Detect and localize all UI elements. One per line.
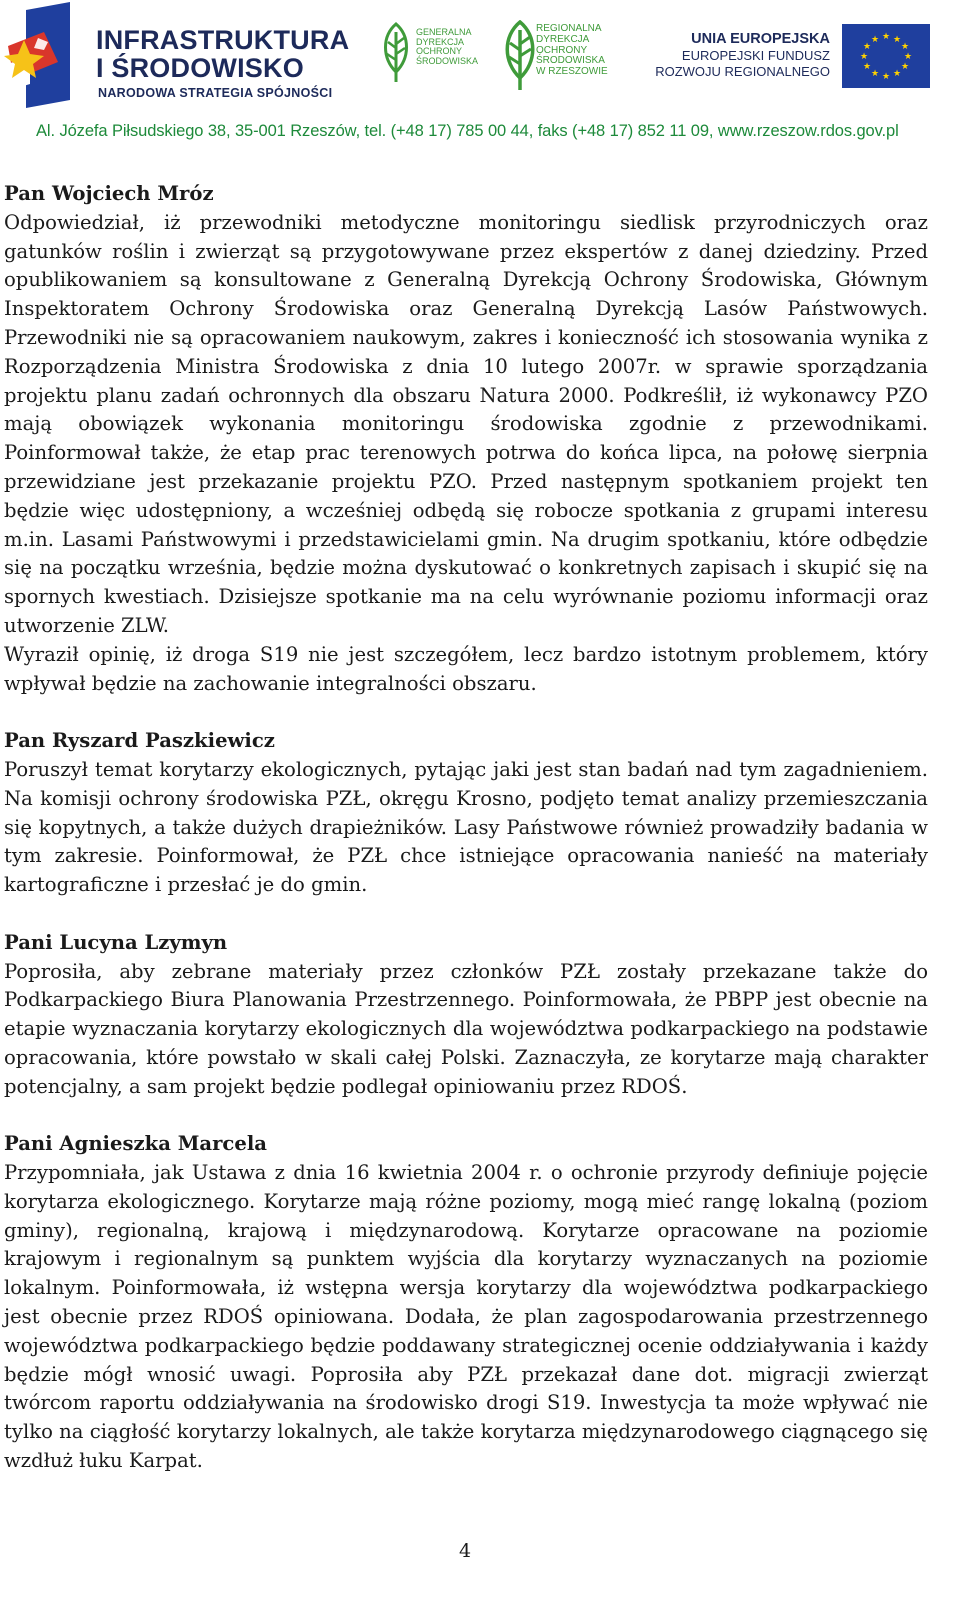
svg-text:★: ★ xyxy=(859,52,869,62)
gdos-logo xyxy=(380,20,479,90)
speaker-name: Pani Lucyna Lzymyn xyxy=(4,930,228,954)
gdos-label: GENERALNA DYREKCJA OCHRONY ŚRODOWISKA xyxy=(416,27,479,66)
svg-text:★: ★ xyxy=(862,62,872,72)
svg-text:★: ★ xyxy=(903,52,913,62)
speaker-name: Pan Wojciech Mróz xyxy=(4,182,214,205)
svg-text:★: ★ xyxy=(881,72,891,82)
speaker-name: Pani Agnieszka Marcela xyxy=(4,1132,267,1156)
svg-text:★: ★ xyxy=(870,35,880,45)
speaker-section xyxy=(4,929,928,1102)
speaker-section xyxy=(4,180,928,698)
eu-flag-icon xyxy=(842,24,930,88)
statement-paragraph: Poprosiła, aby zebrane materiały przez członków PZŁ zostały przekazane także do Podkarpackiego Biura Planowania Przestrzennego. Poinformowała, że PBPP jest obecnie na etapie wyznaczania korytarzy ekologicznych dla województwa podkarpackiego na podstawie opracowania, które powstało w skali całej Polski. Zaznaczyła, ze korytarze mają charakter potencjalny, a sam projekt będzie podlegał opiniowaniu przez RDOŚ. xyxy=(4,959,928,1098)
eu-fund-label: UNIA EUROPEJSKA EUROPEJSKI FUNDUSZ ROZWOJU REGIONALNEGO xyxy=(655,31,830,79)
svg-text:★: ★ xyxy=(900,62,910,72)
letterhead xyxy=(0,0,960,160)
program-subtitle: NARODOWA STRATEGIA SPÓJNOŚCI xyxy=(98,86,333,100)
svg-text:★: ★ xyxy=(892,35,902,45)
rdos-label: REGIONALNA DYREKCJA OCHRONY ŚRODOWISKA W RZESZOWIE xyxy=(536,23,608,78)
nss-emblem-icon xyxy=(4,2,94,108)
meeting-minutes-body xyxy=(4,180,928,1505)
rdos-logo xyxy=(508,18,618,98)
svg-text:★: ★ xyxy=(900,42,910,52)
svg-text:★: ★ xyxy=(870,69,880,79)
contact-address: Al. Józefa Piłsudskiego 38, 35-001 Rzeszów, tel. (+48 17) 785 00 44, faks (+48 17) 852 11 09, www.rzeszow.rdos.gov.pl xyxy=(36,122,899,140)
program-title: INFRASTRUKTURA I ŚRODOWISKO xyxy=(96,25,350,83)
statement-paragraph: Odpowiedział, iż przewodniki metodyczne monitoringu siedlisk przyrodniczych oraz gatunków roślin i zwierząt są przygotowywane przez ekspertów z danej dziedziny. Przed opublikowaniem są konsultowane z Generalną Dyrekcją Ochrony Środowiska, Głównym Inspektoratem Ochrony Środowiska oraz Generalną Dyrekcją Lasów Państwowych. Przewodniki nie są opracowaniem naukowym, zakres i konieczność ich stosowania wynika z Rozporządzenia Ministra Środowiska z dnia 10 lutego 2007r. w sprawie sporządzania projektu planu zadań ochronnych dla obszaru Natura 2000. Podkreślił, iż wykonawcy PZO mają obowiązek wykonania monitoringu środowiska zgodnie z przewodnikami. Poinformował także, że etap prac terenowych potrwa do końca lipca, na połowę sierpnia przewidziane jest przekazanie projektu PZO. Przed następnym spotkaniem projekt ten będzie więc udostępniony, a wcześniej odbędą się robocze spotkania z grupami interesu m.in. Lasami Państwowymi i przedstawicielami gmin. Na drugim spotkaniu, które odbędzie się na początku września, będzie można dyskutować o konkretnych zapisach i skupić się na spornych kwestiach. Dzisiejsze spotkanie ma na celu wyrównanie poziomu informacji oraz utworzenie ZLW. xyxy=(4,210,928,637)
svg-text:★: ★ xyxy=(862,42,872,52)
leaf-icon xyxy=(380,22,412,84)
page-number: 4 xyxy=(458,1540,472,1562)
statement-paragraph: Wyraził opinię, iż droga S19 nie jest szczegółem, lecz bardzo istotnym problemem, który wpływał będzie na zachowanie integralności obszaru. xyxy=(4,642,928,695)
speaker-section xyxy=(4,727,928,900)
leaf-icon xyxy=(500,20,540,92)
speaker-section xyxy=(4,1130,928,1476)
statement-paragraph: Poruszył temat korytarzy ekologicznych, pytając jaki jest stan badań nad tym zagadnieniem. Na komisji ochrony środowiska PZŁ, okręgu Krosno, podjęto temat analizy przemieszczania się kopytnych, a także dużych drapieżników. Lasy Państwowe również prowadziły badania w tym zakresie. Poinformował, że PZŁ chce istniejące opracowania nanieść na materiały kartograficzne i przesłać je do gmin. xyxy=(4,757,928,897)
svg-text:★: ★ xyxy=(892,69,902,79)
infrastruktura-logo xyxy=(4,2,350,108)
statement-paragraph: Przypomniała, jak Ustawa z dnia 16 kwietnia 2004 r. o ochronie przyrody definiuje pojęcie korytarza ekologicznego. Korytarze mają różne poziomy, mogą mieć rangę lokalną (poziom gminy), regionalną, krajową i międzynarodową. Korytarze opracowane na poziomie krajowym i regionalnym są punktem wyjścia dla korytarzy wyznaczanych na poziomie lokalnym. Poinformowała, iż wstępna wersja korytarzy dla województwa podkarpackiego jest obecnie przez RDOŚ opiniowana. Dodała, że plan zagospodarowania przestrzennego województwa podkarpackiego będzie poddawany strategicznej ocenie oddziaływania i każdy będzie mógł wnosić uwagi. Poprosiła aby PZŁ przekazał dane dot. migracji zwierząt twórcom raportu oddziaływania na środowisko drogi S19. Inwestycja ta może wpływać nie tylko na ciągłość korytarzy lokalnych, ale także korytarza międzynarodowego ciągnącego się wzdłuż łuku Karpat. xyxy=(4,1161,928,1473)
svg-text:★: ★ xyxy=(881,32,891,42)
speaker-name: Pan Ryszard Paszkiewicz xyxy=(4,729,275,753)
